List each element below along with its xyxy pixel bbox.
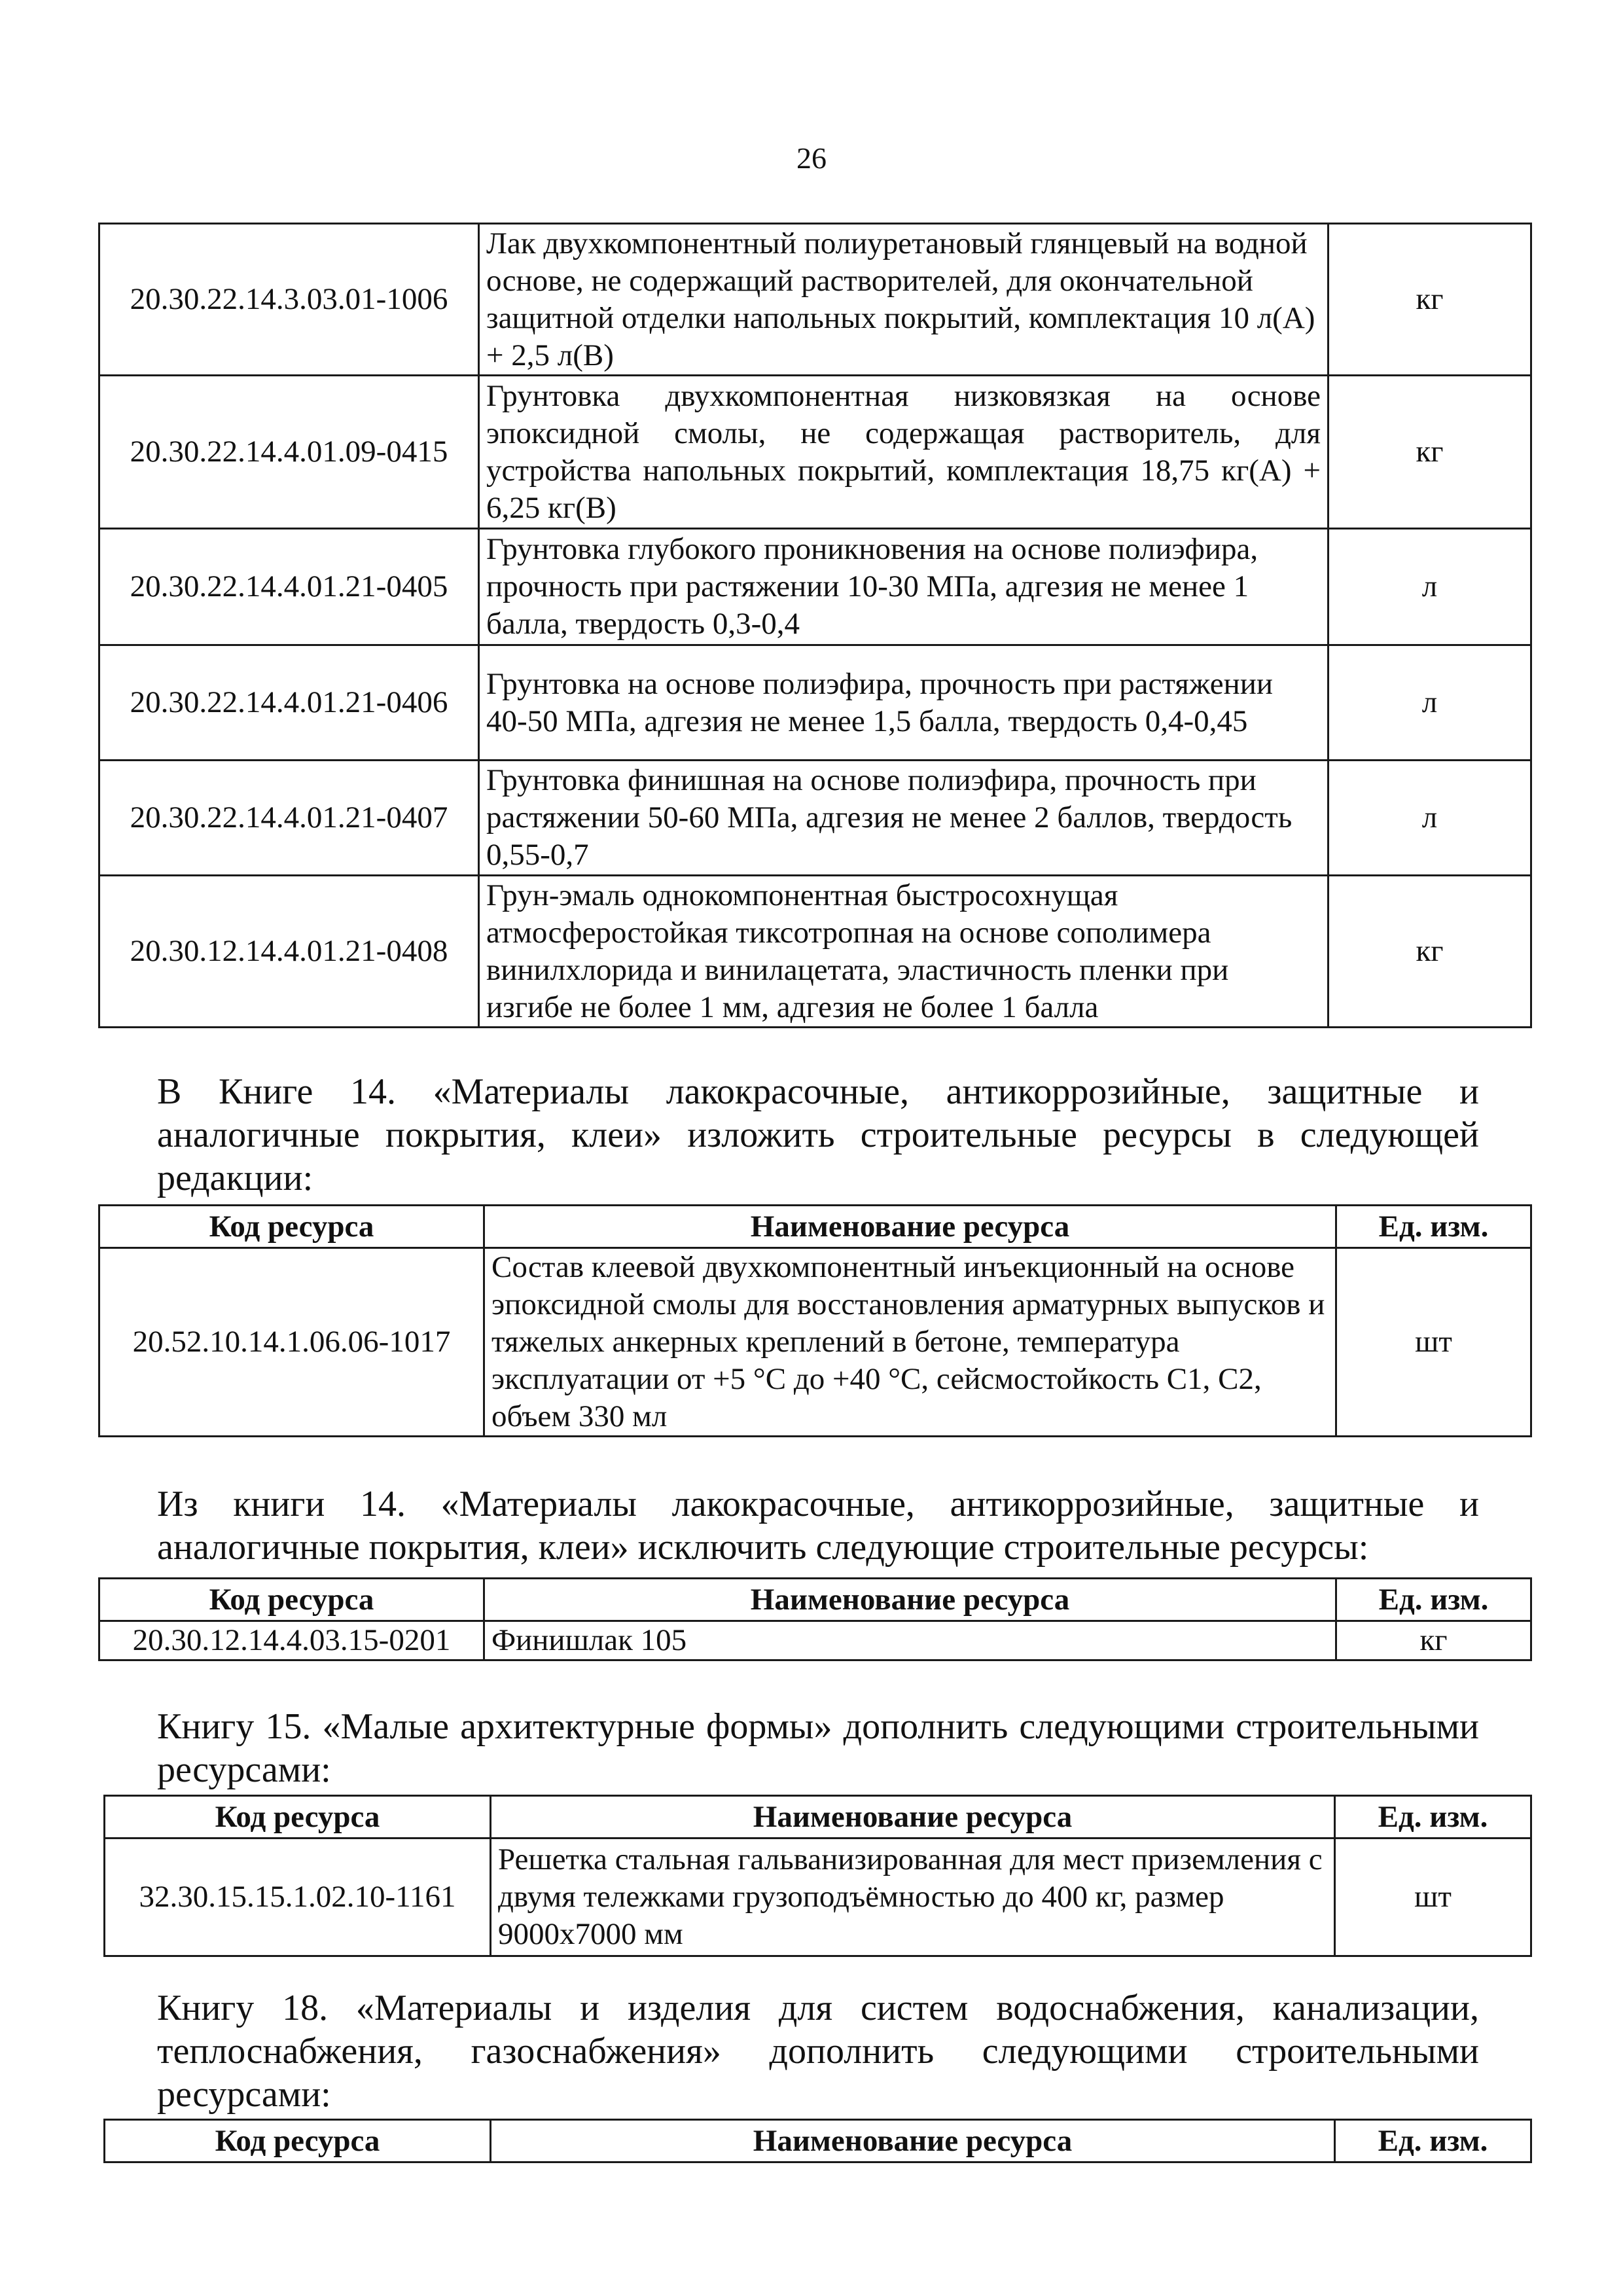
table-row xyxy=(99,645,1531,761)
header-unit: Ед. изм. xyxy=(1336,1579,1531,1621)
table-header-row xyxy=(105,2120,1531,2162)
header-code: Код ресурса xyxy=(99,1579,484,1621)
resource-code: 20.52.10.14.1.06.06-1017 xyxy=(99,1248,484,1437)
table-header-row xyxy=(99,1206,1531,1248)
header-name: Наименование ресурса xyxy=(491,1796,1335,1839)
table-header-row xyxy=(105,1796,1531,1839)
header-name: Наименование ресурса xyxy=(491,2120,1335,2162)
resource-code: 32.30.15.15.1.02.10-1161 xyxy=(105,1839,491,1956)
resources-table-book14-edit xyxy=(98,1204,1532,1437)
header-code: Код ресурса xyxy=(105,1796,491,1839)
resource-name: Грун-эмаль однокомпонентная быстросохнущая атмосферостойкая тиксотропная на основе сополимера винилхлорида и винилацетата, эластичность пленки при изгибе не более 1 мм, адгезия не более 1 балла xyxy=(479,876,1329,1028)
table-row xyxy=(99,224,1531,376)
resource-unit: кг xyxy=(1329,224,1531,376)
table-row xyxy=(99,876,1531,1028)
resource-unit: л xyxy=(1329,529,1531,645)
resource-name: Решетка стальная гальванизированная для мест приземления с двумя тележками грузоподъёмностью до 400 кг, размер 9000х7000 мм xyxy=(491,1839,1335,1956)
resource-unit: кг xyxy=(1336,1621,1531,1660)
resource-unit: л xyxy=(1329,645,1531,761)
resources-table-continued xyxy=(98,223,1532,1028)
resource-unit: кг xyxy=(1329,876,1531,1028)
resource-name: Состав клеевой двухкомпонентный инъекционный на основе эпоксидной смолы для восстановления арматурных выпусков и тяжелых анкерных креплений в бетоне, температура эксплуатации от +5 °С до +40 °С, сейсмостойкость С1, С2, объем 330 мл xyxy=(484,1248,1336,1437)
header-unit: Ед. изм. xyxy=(1336,1206,1531,1248)
table-row xyxy=(99,1621,1531,1660)
header-code: Код ресурса xyxy=(99,1206,484,1248)
resources-table-book14-exclude xyxy=(98,1577,1532,1661)
table-row xyxy=(99,376,1531,529)
table-row xyxy=(99,1248,1531,1437)
resource-name: Грунтовка на основе полиэфира, прочность при растяжении 40-50 МПа, адгезия не менее 1,5 балла, твердость 0,4-0,45 xyxy=(479,645,1329,761)
resource-unit: шт xyxy=(1335,1839,1531,1956)
table-row xyxy=(105,1839,1531,1956)
table-row xyxy=(99,761,1531,876)
resource-code: 20.30.22.14.4.01.21-0406 xyxy=(99,645,479,761)
resource-unit: кг xyxy=(1329,376,1531,529)
header-code: Код ресурса xyxy=(105,2120,491,2162)
table-row xyxy=(99,529,1531,645)
header-unit: Ед. изм. xyxy=(1335,2120,1531,2162)
resources-table-book18-add xyxy=(103,2119,1532,2163)
resources-table-book15-add xyxy=(103,1795,1532,1957)
resource-name: Грунтовка глубокого проникновения на основе полиэфира, прочность при растяжении 10-30 МПа, адгезия не менее 1 балла, твердость 0,3-0,4 xyxy=(479,529,1329,645)
page-number: 26 xyxy=(796,141,827,175)
resource-name: Финишлак 105 xyxy=(484,1621,1336,1660)
paragraph-book14-exclude: Из книги 14. «Материалы лакокрасочные, антикоррозийные, защитные и аналогичные покрытия, клеи» исключить следующие строительные ресурсы: xyxy=(157,1484,1479,1568)
resource-code: 20.30.22.14.4.01.21-0407 xyxy=(99,761,479,876)
paragraph-book15-add: Книгу 15. «Малые архитектурные формы» дополнить следующими строительными ресурсами: xyxy=(157,1706,1479,1790)
paragraph-book18-add: Книгу 18. «Материалы и изделия для систем водоснабжения, канализации, теплоснабжения, газоснабжения» дополнить следующими строительными ресурсами: xyxy=(157,1988,1479,2115)
table-header-row xyxy=(99,1579,1531,1621)
resource-code: 20.30.22.14.4.01.09-0415 xyxy=(99,376,479,529)
paragraph-book14-edit: В Книге 14. «Материалы лакокрасочные, антикоррозийные, защитные и аналогичные покрытия, клеи» изложить строительные ресурсы в следующей редакции: xyxy=(157,1071,1479,1198)
resource-name: Грунтовка финишная на основе полиэфира, прочность при растяжении 50-60 МПа, адгезия не менее 2 баллов, твердость 0,55-0,7 xyxy=(479,761,1329,876)
header-unit: Ед. изм. xyxy=(1335,1796,1531,1839)
resource-code: 20.30.22.14.4.01.21-0405 xyxy=(99,529,479,645)
resource-name: Грунтовка двухкомпонентная низковязкая на основе эпоксидной смолы, не содержащая растворитель, для устройства напольных покрытий, комплектация 18,75 кг(А) + 6,25 кг(В) xyxy=(479,376,1329,529)
header-name: Наименование ресурса xyxy=(484,1579,1336,1621)
resource-code: 20.30.12.14.4.03.15-0201 xyxy=(99,1621,484,1660)
resource-code: 20.30.22.14.3.03.01-1006 xyxy=(99,224,479,376)
resource-unit: л xyxy=(1329,761,1531,876)
resource-unit: шт xyxy=(1336,1248,1531,1437)
resource-code: 20.30.12.14.4.01.21-0408 xyxy=(99,876,479,1028)
resource-name: Лак двухкомпонентный полиуретановый глянцевый на водной основе, не содержащий растворителей, для окончательной защитной отделки напольных покрытий, комплектация 10 л(А) + 2,5 л(В) xyxy=(479,224,1329,376)
header-name: Наименование ресурса xyxy=(484,1206,1336,1248)
